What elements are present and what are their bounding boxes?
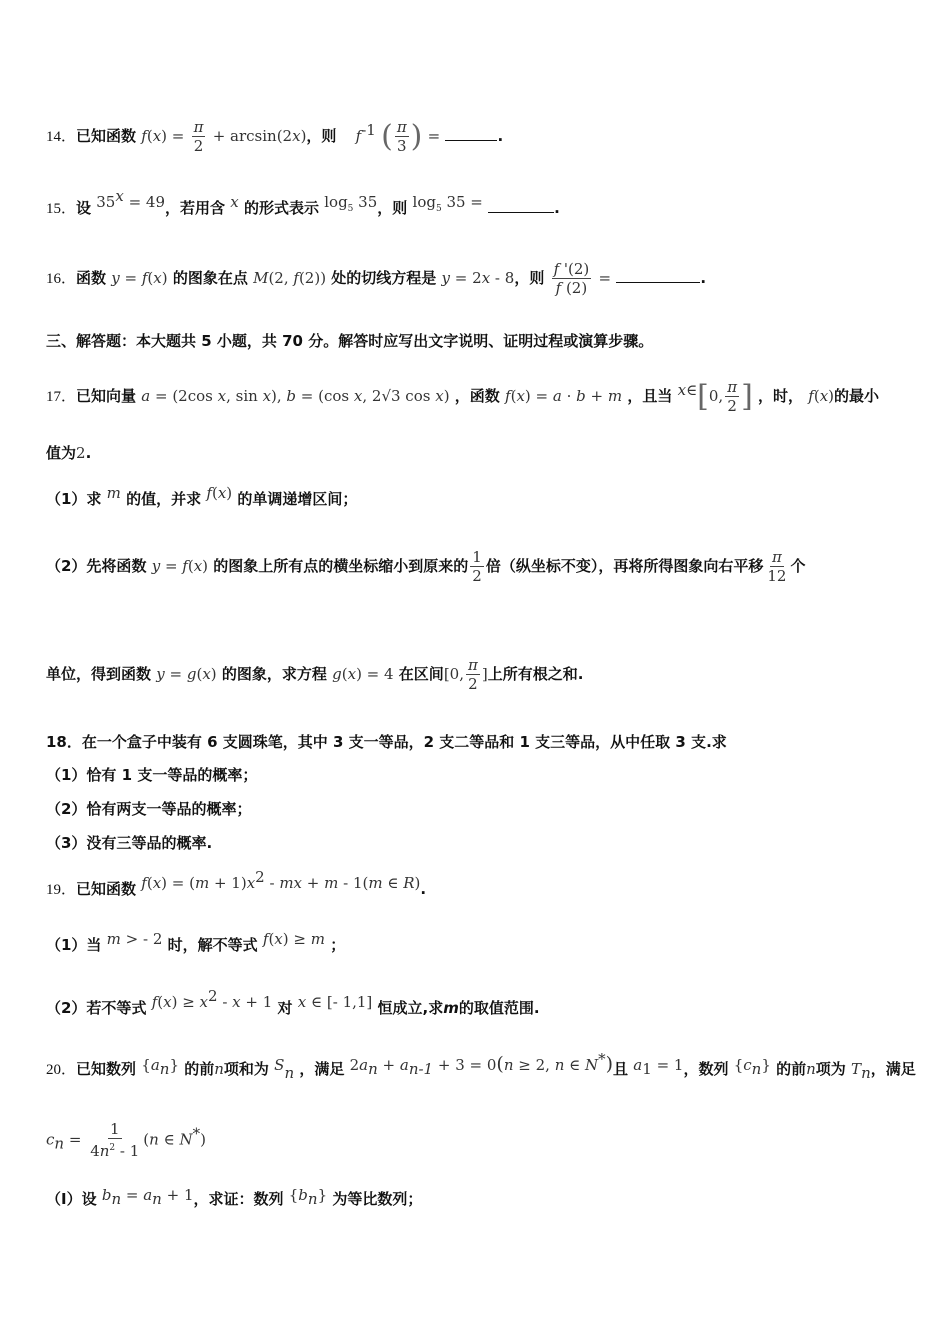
- fraction: $\frac{\pi}{2}$: [193, 118, 204, 155]
- question-number: 14．: [46, 129, 77, 145]
- question-18-part-1: （1）恰有 1 支一等品的概率；: [46, 766, 258, 784]
- question-18: 18．在一个盒子中装有 6 支圆珠笔，其中 3 支一等品，2 支二等品和 1 支三等品，从中任取 3 支.求: [46, 733, 727, 751]
- answer-blank[interactable]: [488, 200, 554, 213]
- question-18-part-3: （3）没有三等品的概率.: [46, 834, 213, 852]
- answer-blank[interactable]: [616, 270, 700, 283]
- question-17: 17．已知向量 a = (2cos x, sin x), b = (cos x, 2√3 cos x) ，函数 f(x) = a · b + m ，且当 x∈[0, $\frac{\pi}{2}$ ] ，时， f(x)的最小: [46, 378, 880, 415]
- question-20-part-1: （Ⅰ）设 $b_n = a_n + 1$，求证：数列 $\{b_n\}$ 为等比数列；: [46, 1186, 423, 1208]
- question-14: 14．已知函数 f(x) = $\frac{\pi}{2}$ + arcsin(2x)，则 $f^{-1}$ ( $\frac{\pi}{3}$ ) = .: [46, 118, 504, 155]
- question-17-part-2-cont: 单位，得到函数 y = g(x) 的图象，求方程 g(x) = 4 在区间[0, $\frac{\pi}{2}$ ]上所有根之和.: [46, 656, 584, 693]
- question-20-formula: $c_n$ = $\frac{1}{4n^2 - 1}$ (n ∈ N*): [46, 1120, 206, 1160]
- answer-blank[interactable]: [445, 128, 497, 141]
- section-heading: 三、解答题：本大题共 5 小题，共 70 分。解答时应写出文字说明、证明过程或演算步骤。: [46, 332, 654, 350]
- question-19: 19．已知函数 $f(x) = (m + 1)x^2$ - mx + m - 1(m ∈ R).: [46, 868, 427, 898]
- question-19-part-2: （2）若不等式 $f(x) \ge x^2 - x + 1$ 对 x ∈ [- 1,1] 恒成立,求m的取值范围.: [46, 987, 540, 1017]
- question-20: 20．已知数列 $\{a_n\}$ 的前n项和为 $S_n$ ，满足 $2a_n + a_{n-1} + 3 = 0(n \ge 2$, n ∈ N*)且 $a_1 = 1$，数列 $\{c_n\}$ 的前n项为 $T_n$，满足: [46, 1050, 916, 1082]
- question-15: 15．设 $35^x = 49$，若用含 x 的形式表示 $\log_5 35$，则 $\log_5 35$ = .: [46, 187, 560, 217]
- question-19-part-1: （1）当 m > - 2 时，解不等式 f(x) ≥ m ；: [46, 930, 346, 954]
- question-17-part-1: （1）求 m 的值，并求 f(x) 的单调递增区间；: [46, 484, 358, 508]
- formula: f: [141, 127, 147, 145]
- question-18-part-2: （2）恰有两支一等品的概率；: [46, 800, 252, 818]
- question-17-part-2: （2）先将函数 y = f(x) 的图象上所有点的横坐标缩小到原来的 $\frac{1}{2}$ 倍（纵坐标不变），再将所得图象向右平移 $\frac{\pi}{12}$ 个: [46, 548, 806, 585]
- question-16: 16．函数 y = f(x) 的图象在点 M(2, f(2)) 处的切线方程是 y = 2x - 8，则 $\frac{f '(2)}{f (2)}$ = .: [46, 260, 707, 297]
